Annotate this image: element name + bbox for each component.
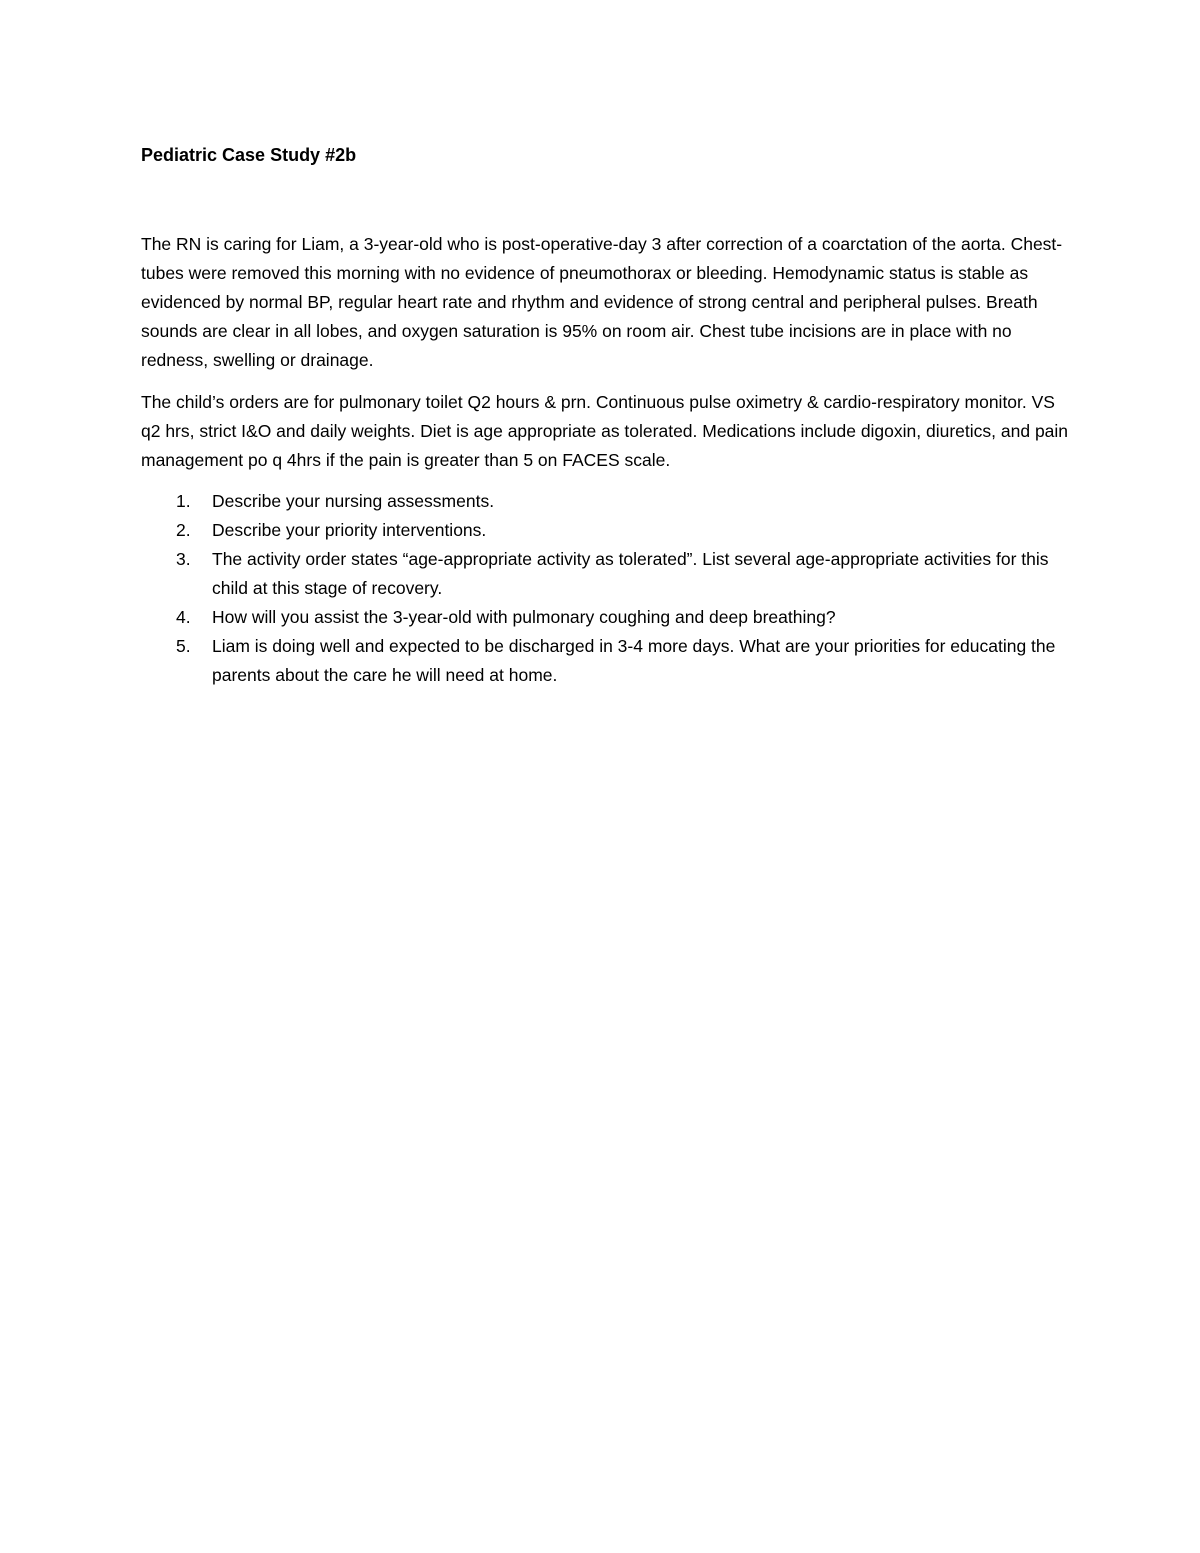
question-number: 3.	[176, 549, 191, 569]
question-text: Describe your nursing assessments.	[212, 491, 495, 511]
question-number: 1.	[176, 491, 191, 511]
question-number: 2.	[176, 520, 191, 540]
question-text: The activity order states “age-appropriate activity as tolerated”. List several age-appropriate activities for this child at this stage of recovery.	[212, 549, 1049, 598]
question-list	[141, 487, 1071, 690]
question-text: How will you assist the 3-year-old with pulmonary coughing and deep breathing?	[212, 607, 836, 627]
question-item	[141, 603, 1071, 632]
question-item	[141, 632, 1071, 690]
case-description-paragraph: The RN is caring for Liam, a 3-year-old who is post-operative-day 3 after correction of a coarctation of the aorta. Chest-tubes were removed this morning with no evidence of pneumothorax or bleeding. Hemodynamic status is stable as evidenced by normal BP, regular heart rate and rhythm and evidence of strong central and peripheral pulses. Breath sounds are clear in all lobes, and oxygen saturation is 95% on room air. Chest tube incisions are in place with no redness, swelling or drainage.	[141, 234, 1063, 370]
orders-paragraph: The child’s orders are for pulmonary toilet Q2 hours & prn. Continuous pulse oximetry & cardio-respiratory monitor. VS q2 hrs, strict I&O and daily weights. Diet is age appropriate as tolerated. Medications include digoxin, diuretics, and pain management po q 4hrs if the pain is greater than 5 on FACES scale.	[141, 392, 1069, 470]
question-number: 5.	[176, 636, 191, 656]
question-item	[141, 545, 1071, 603]
question-text: Describe your priority interventions.	[212, 520, 487, 540]
document-content	[141, 143, 1071, 690]
question-item	[141, 487, 1071, 516]
question-text: Liam is doing well and expected to be discharged in 3-4 more days. What are your priorities for educating the parents about the care he will need at home.	[212, 636, 1056, 685]
question-item	[141, 516, 1071, 545]
document-title: Pediatric Case Study #2b	[141, 145, 357, 165]
question-number: 4.	[176, 607, 191, 627]
